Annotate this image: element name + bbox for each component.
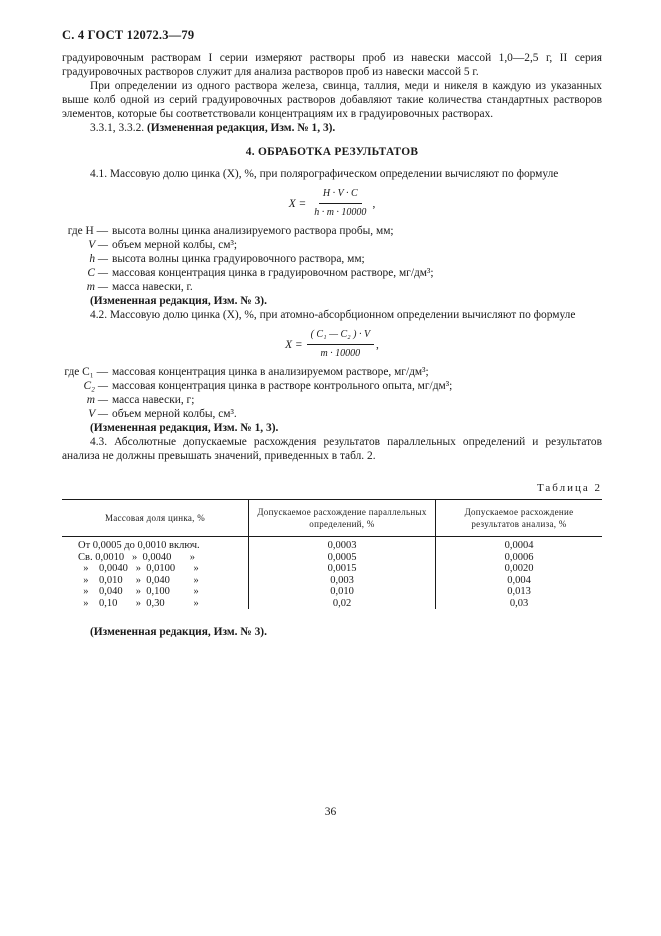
table-cell: 0,0015 xyxy=(249,563,436,575)
amendment-note-41: (Измененная редакция, Изм. № 3). xyxy=(90,295,267,307)
legend-description: высота волны цинка анализируемого раствора пробы, мм; xyxy=(112,225,394,237)
table-row xyxy=(62,575,602,587)
table-cell: 0,010 xyxy=(249,586,436,598)
legend-symbol: где H — xyxy=(67,225,108,237)
table-cell: 0,004 xyxy=(436,575,603,587)
legend-description: объем мерной колбы, см³; xyxy=(112,239,238,251)
table-cell: » 0,010 » 0,040 » xyxy=(78,574,199,586)
table-row xyxy=(62,552,602,564)
amendment-note-331 xyxy=(62,121,602,135)
formula-2-tail: , xyxy=(376,338,379,351)
table-cell: » 0,040 » 0,100 » xyxy=(78,586,199,597)
paragraph-4-3: 4.3. Абсолютные допускаемые расхождения результатов параллельных определений и результатов анализа не должны превышать значений, приведенных в табл. 2. xyxy=(62,436,602,462)
legend-symbol: где C₁ — xyxy=(64,366,108,378)
legend-description: масса навески, г. xyxy=(112,281,193,293)
page-number: 36 xyxy=(324,806,337,818)
table-row xyxy=(62,537,602,552)
legend-description: высота волны цинка градуировочного раствора, мм; xyxy=(112,253,365,265)
table-cell: 0,02 xyxy=(249,598,436,610)
formula-2-legend xyxy=(62,365,602,421)
legend-symbol: V — xyxy=(88,239,108,251)
formula-polarographic xyxy=(62,187,602,220)
legend-description: масса навески, г; xyxy=(112,394,195,406)
table-cell: 0,03 xyxy=(436,598,603,610)
table-caption: Таблица 2 xyxy=(536,482,602,494)
formula-1-legend xyxy=(62,224,602,294)
legend-symbol: C — xyxy=(87,267,108,279)
formula-atomic-absorption xyxy=(62,328,602,361)
formula-2-numerator: ( C₁ — C₂ ) · V xyxy=(307,328,374,345)
legend-symbol: m — xyxy=(86,394,108,406)
tolerance-table xyxy=(62,499,602,609)
legend-row xyxy=(62,252,602,266)
table-cell: 0,0004 xyxy=(436,537,603,552)
amendment-note-331-prefix: 3.3.1, 3.3.2. xyxy=(90,122,147,134)
amendment-note-43: (Измененная редакция, Изм. № 3). xyxy=(90,626,267,638)
table-header-analysis: Допускаемое расхождение результатов анализа, % xyxy=(436,500,603,537)
table-row xyxy=(62,586,602,598)
formula-1-tail: , xyxy=(372,197,376,210)
table-row xyxy=(62,598,602,610)
legend-symbol: h — xyxy=(89,253,108,265)
table-header-parallel: Допускаемое расхождение параллельных определений, % xyxy=(249,500,436,537)
legend-row xyxy=(62,224,602,238)
legend-description: массовая концентрация цинка в анализируемом растворе, мг/дм³; xyxy=(112,366,429,378)
legend-row xyxy=(62,393,602,407)
legend-symbol: m — xyxy=(86,281,108,293)
table-row xyxy=(62,563,602,575)
table-cell: Св. 0,0010 » 0,0040 » xyxy=(78,551,195,563)
page-header: С. 4 ГОСТ 12072.3—79 xyxy=(62,28,195,42)
table-cell: 0,0005 xyxy=(249,552,436,564)
legend-description: массовая концентрация цинка в градуировочном растворе, мг/дм³; xyxy=(112,267,434,279)
legend-row xyxy=(62,266,602,280)
table-cell: От 0,0005 до 0,0010 включ. xyxy=(78,540,200,551)
section-title: 4. ОБРАБОТКА РЕЗУЛЬТАТОВ xyxy=(245,146,419,158)
table-cell: 0,0020 xyxy=(436,563,603,575)
table-header-concentration: Массовая доля цинка, % xyxy=(62,500,249,537)
legend-row xyxy=(62,379,602,393)
table-cell: » 0,0040 » 0,0100 » xyxy=(78,563,199,574)
intro-paragraph-1: градуировочным растворам I серии измеряют растворы проб из навески массой 1,0—2,5 г, II серия градуировочных растворов служит для анализа растворов проб из навески массой 5 г. xyxy=(62,52,602,78)
formula-2-lhs: X = xyxy=(285,338,303,351)
table-cell: 0,013 xyxy=(436,586,603,598)
document-page xyxy=(62,28,602,639)
table-cell: 0,003 xyxy=(249,575,436,587)
formula-1-lhs: X = xyxy=(288,197,307,210)
amendment-note-331-text: (Измененная редакция, Изм. № 1, 3). xyxy=(146,122,336,134)
table-header-row xyxy=(62,500,602,537)
legend-symbol: V — xyxy=(88,408,108,420)
paragraph-4-1: 4.1. Массовую долю цинка (X), %, при полярографическом определении вычисляют по формуле xyxy=(90,168,559,180)
legend-row xyxy=(62,407,602,421)
formula-1-denominator: h · m · 10000 xyxy=(314,207,367,218)
paragraph-4-2: 4.2. Массовую долю цинка (X), %, при атомно-абсорбционном определении вычисляют по формуле xyxy=(90,309,576,321)
legend-row xyxy=(62,280,602,294)
table-cell: » 0,10 » 0,30 » xyxy=(78,597,199,609)
formula-2-denominator: m · 10000 xyxy=(320,348,361,359)
legend-description: массовая концентрация цинка в растворе контрольного опыта, мг/дм³; xyxy=(112,380,453,392)
legend-row xyxy=(62,238,602,252)
amendment-note-42: (Измененная редакция, Изм. № 1, 3). xyxy=(90,422,279,434)
formula-2-fraction xyxy=(307,328,374,361)
table-cell: 0,0006 xyxy=(436,552,603,564)
legend-symbol: C₂ — xyxy=(83,380,108,392)
table-cell: 0,0003 xyxy=(249,537,436,552)
formula-1-fraction xyxy=(310,187,370,220)
legend-row xyxy=(62,365,602,379)
formula-1-numerator: H · V · C xyxy=(319,187,362,204)
legend-description: объем мерной колбы, см³. xyxy=(112,408,237,420)
intro-paragraph-2: При определении из одного раствора железа, свинца, таллия, меди и никеля в каждую из указанных выше колб одной из серий градуировочных растворов добавляют такие количества стандартных растворов элементов, которые бы соответствовали концентрациям их в градуировочных растворах. xyxy=(62,80,602,120)
